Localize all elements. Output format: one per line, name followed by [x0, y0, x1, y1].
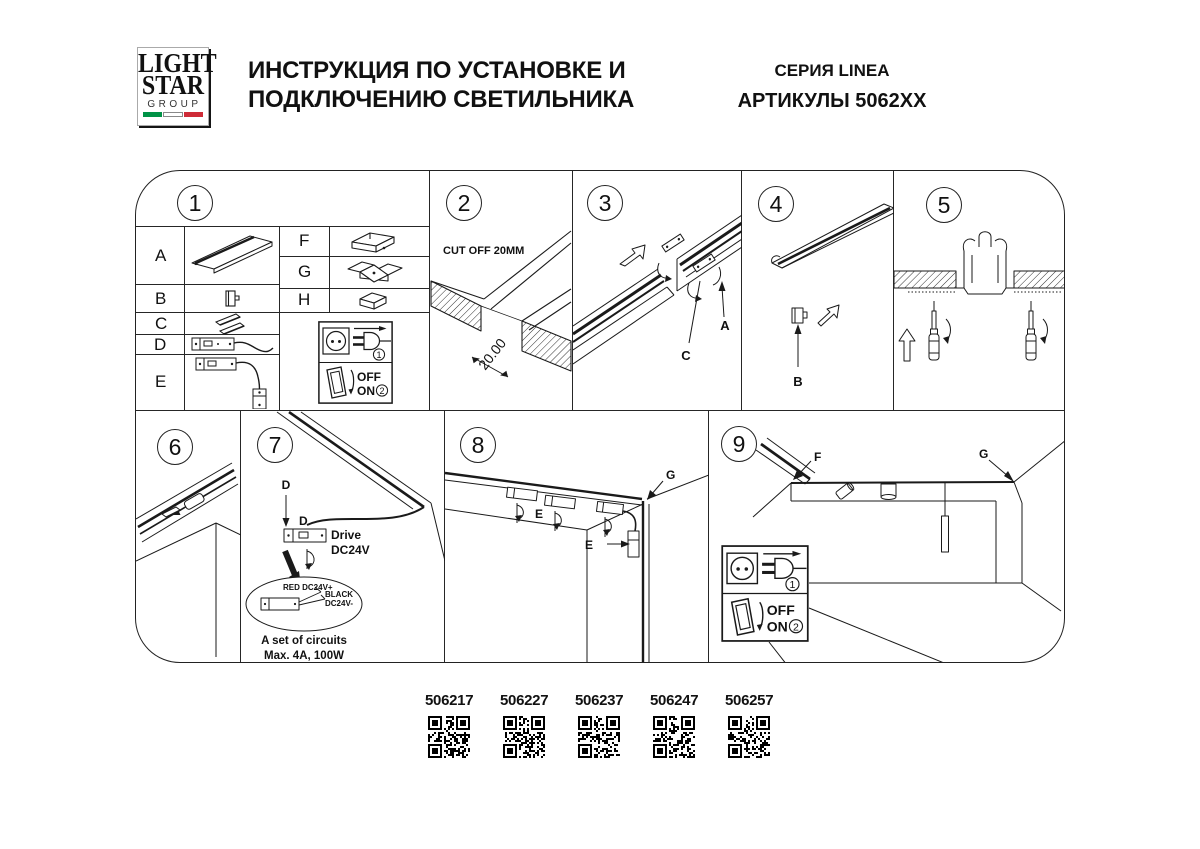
wire-red-label: RED DC24V+ — [283, 583, 333, 592]
qr-code-label: 506237 — [575, 692, 624, 709]
flag-green — [143, 112, 162, 117]
diagram-frame — [135, 170, 1065, 663]
part-h-label: H — [298, 290, 311, 309]
part-g-label: G — [298, 262, 312, 281]
mark-e2: E — [584, 538, 593, 552]
circuits-note-1: A set of circuits — [261, 635, 347, 647]
power-legend-box-2 — [721, 545, 809, 642]
part-f-corner-cover-icon — [346, 229, 406, 255]
panel-2-cut-off — [430, 171, 573, 410]
qr-code-image — [425, 713, 473, 761]
qr-code-label: 506257 — [725, 692, 774, 709]
panel-9-room-overview — [709, 410, 1065, 663]
qr-code-label: 506217 — [425, 692, 474, 709]
power-legend-box — [318, 321, 393, 404]
on-label: ON — [357, 384, 375, 398]
qr-code-label: 506227 — [500, 692, 549, 709]
panel-8-wall-corner — [445, 410, 709, 663]
wire-black-label-1: BLACK — [325, 590, 353, 599]
qr-code-image — [500, 713, 548, 761]
step-3-badge: 3 — [587, 185, 623, 221]
qr-item — [650, 692, 698, 766]
step-1-badge: 1 — [177, 185, 213, 221]
part-b-end-cap-icon — [222, 289, 244, 309]
flag-white — [163, 112, 184, 117]
qr-item — [575, 692, 623, 766]
step-4-badge: 4 — [758, 186, 794, 222]
title-line-2: ПОДКЛЮЧЕНИЮ СВЕТИЛЬНИКА — [248, 86, 635, 114]
mark-d1: D — [281, 478, 291, 492]
page-title — [248, 56, 634, 114]
logo-word-star: STAR — [141, 70, 205, 101]
panel-7-driver-wiring — [241, 410, 445, 663]
lightstar-logo — [137, 47, 217, 126]
mark-f: F — [814, 450, 822, 464]
qr-item — [425, 692, 473, 766]
step-2-badge: 2 — [446, 185, 482, 221]
part-d-driver-icon — [190, 334, 276, 354]
drive-label-2: DC24V — [331, 543, 370, 557]
flag-red — [184, 112, 203, 117]
step-6-badge: 6 — [157, 429, 193, 465]
off-label: OFF — [357, 370, 381, 384]
part-d-label: D — [154, 335, 167, 354]
mark-b: B — [793, 374, 803, 389]
italian-flag-bar — [143, 112, 203, 117]
step-7-badge: 7 — [257, 427, 293, 463]
logo-word-light: LIGHT — [138, 48, 217, 79]
part-f-label: F — [299, 231, 310, 250]
panel-3-join-tracks — [573, 171, 742, 410]
qr-code-image — [725, 713, 773, 761]
part-h-corner-cap-icon — [354, 290, 394, 312]
qr-code-image — [575, 713, 623, 761]
series-info — [700, 61, 964, 113]
part-a-label: A — [155, 246, 167, 265]
part-a-track-profile-icon — [188, 232, 276, 280]
panel-5-ceiling-section — [894, 171, 1065, 410]
part-b-label: B — [155, 289, 167, 308]
qr-code-label: 506247 — [650, 692, 699, 709]
part-c-label: C — [155, 314, 168, 333]
mark-g2: G — [979, 447, 989, 461]
step-9-badge: 9 — [721, 426, 757, 462]
cut-off-note: CUT OFF 20MM — [443, 245, 525, 257]
panel-6-insert-module — [136, 410, 241, 663]
drive-label-1: Drive — [331, 528, 362, 542]
mark-g: G — [666, 468, 676, 482]
articles: АРТИКУЛЫ 5062XX — [737, 90, 927, 112]
mark-a: A — [720, 318, 730, 333]
cut-dimension: 20.00 — [474, 335, 510, 373]
title-line-1: ИНСТРУКЦИЯ ПО УСТАНОВКЕ И — [248, 57, 626, 84]
step-2-number: 2 — [379, 386, 385, 396]
step-8-badge: 8 — [460, 427, 496, 463]
qr-item — [725, 692, 773, 766]
ceiling-section-drawing — [894, 171, 1065, 410]
qr-code-row — [425, 692, 773, 766]
mark-e1: E — [535, 507, 544, 521]
part-g-corner-connector-icon — [344, 259, 406, 287]
step-5-badge: 5 — [926, 187, 962, 223]
part-c-joiner-strips-icon — [212, 312, 248, 334]
on-label: ON — [766, 618, 788, 635]
step-1-number: 1 — [789, 579, 796, 592]
mark-c: C — [681, 348, 691, 363]
qr-code-image — [650, 713, 698, 761]
part-e-label: E — [155, 372, 167, 391]
logo-word-group: GROUP — [147, 99, 202, 111]
off-label: OFF — [766, 602, 795, 619]
panel-1-parts-list — [136, 171, 430, 410]
panel-4-end-cap — [742, 171, 894, 410]
mark-d2: D — [299, 514, 308, 528]
step-2-number: 2 — [793, 621, 799, 634]
wire-black-label-2: DC24V- — [325, 599, 354, 608]
circuits-note-2: Max. 4A, 100W — [264, 650, 344, 662]
part-e-driver-corner-icon — [194, 355, 278, 409]
series-name: СЕРИЯ LINEA — [774, 61, 890, 80]
qr-item — [500, 692, 548, 766]
step-1-number: 1 — [376, 349, 382, 360]
